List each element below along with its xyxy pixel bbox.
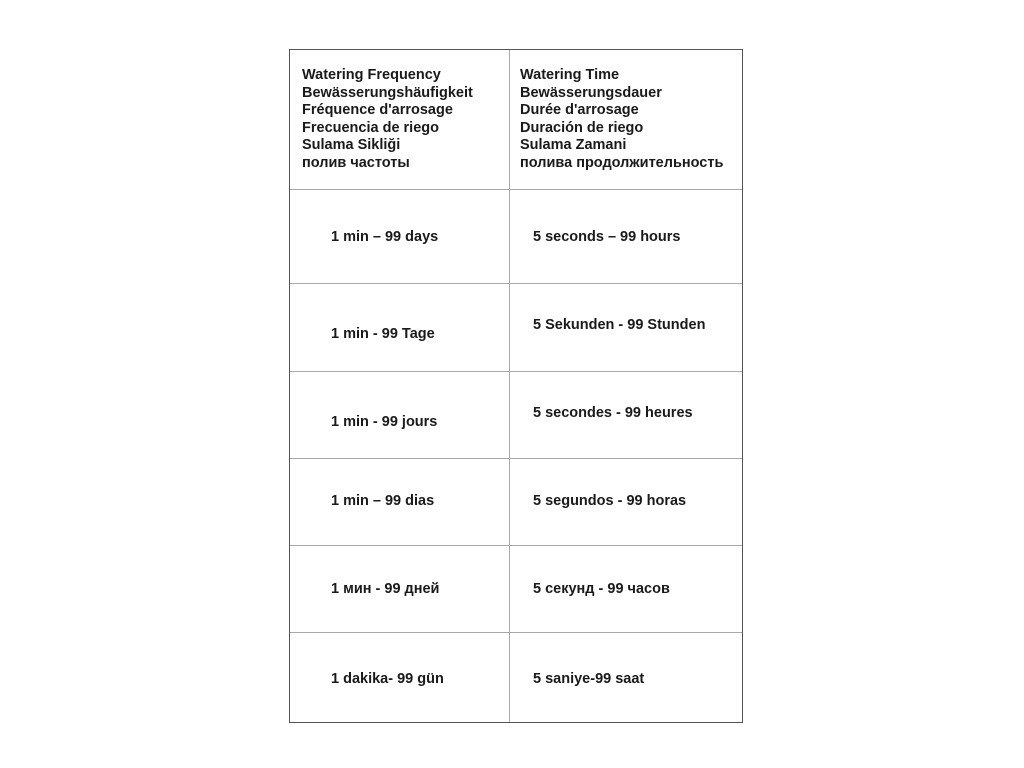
- time-cell-tr: 5 saniye-99 saat: [533, 671, 645, 687]
- header-line: полив частоты: [302, 154, 410, 171]
- header-watering-time: [520, 67, 723, 173]
- header-line: полива продолжительность: [520, 154, 724, 171]
- header-line: Fréquence d'arrosage: [302, 102, 453, 119]
- header-watering-frequency: [302, 67, 473, 173]
- frequency-cell-es: 1 min – 99 dias: [331, 493, 435, 509]
- time-cell-fr: 5 secondes - 99 heures: [533, 405, 693, 421]
- header-line: Watering Frequency: [302, 67, 441, 83]
- row-divider: [290, 545, 742, 546]
- row-divider: [290, 458, 742, 459]
- time-cell-es: 5 segundos - 99 horas: [533, 493, 687, 509]
- header-line: Frecuencia de riego: [302, 119, 439, 136]
- row-divider: [290, 189, 742, 190]
- frequency-cell-de: 1 min - 99 Tage: [331, 326, 435, 342]
- watering-spec-table: [289, 49, 743, 723]
- frequency-cell-ru: 1 мин - 99 дней: [331, 581, 440, 597]
- time-cell-de: 5 Sekunden - 99 Stunden: [533, 317, 706, 333]
- frequency-cell-en: 1 min – 99 days: [331, 229, 439, 245]
- column-divider: [509, 50, 510, 722]
- row-divider: [290, 283, 742, 284]
- header-line: Sulama Sikliği: [302, 137, 401, 154]
- row-divider: [290, 371, 742, 372]
- header-line: Sulama Zamani: [520, 137, 627, 154]
- time-cell-en: 5 seconds – 99 hours: [533, 229, 681, 245]
- header-line: Watering Time: [520, 67, 620, 83]
- header-line: Duración de riego: [520, 119, 644, 136]
- row-divider: [290, 632, 742, 633]
- header-line: Bewässerungshäufigkeit: [302, 84, 473, 101]
- header-line: Durée d'arrosage: [520, 102, 639, 119]
- frequency-cell-fr: 1 min - 99 jours: [331, 414, 438, 430]
- header-line: Bewässerungsdauer: [520, 84, 662, 101]
- frequency-cell-tr: 1 dakika- 99 gün: [331, 671, 444, 687]
- time-cell-ru: 5 секунд - 99 часов: [533, 581, 670, 597]
